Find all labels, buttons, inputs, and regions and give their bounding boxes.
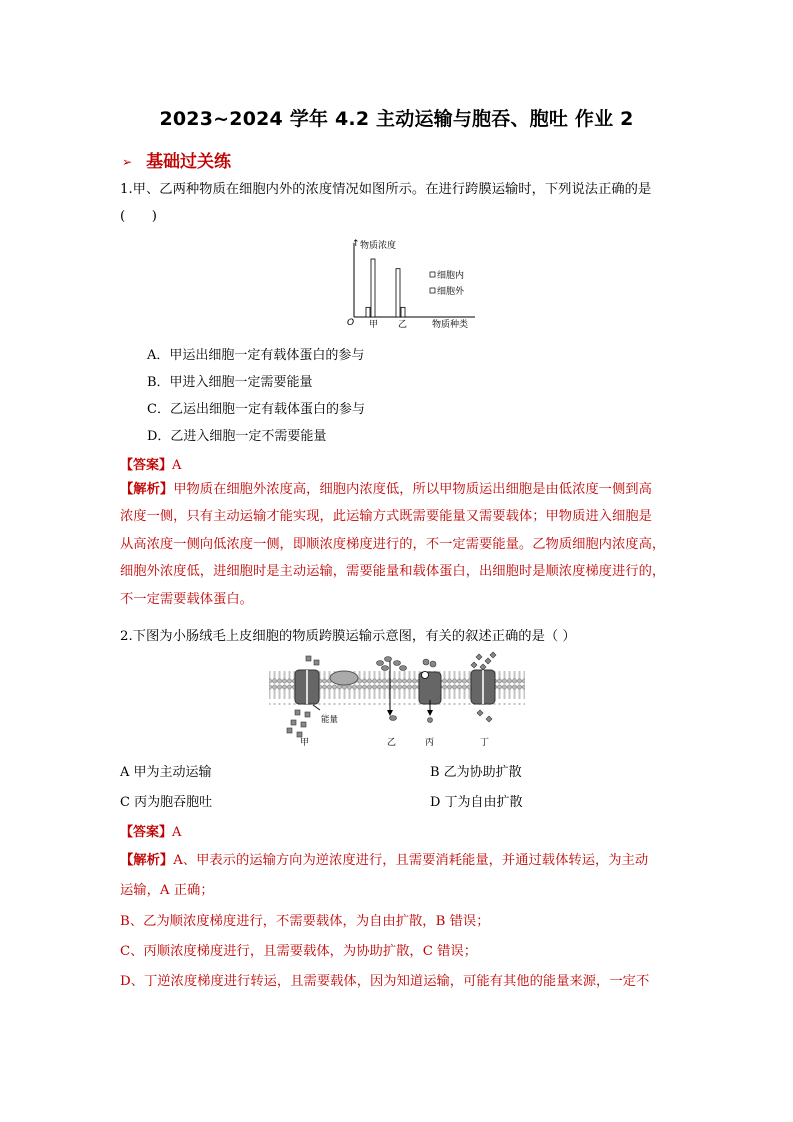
q2-analysis-line-5: D、丁逆浓度梯度进行转运，且需要载体，因为知道运输，可能有其他的能量来源，一定不 xyxy=(120,974,650,990)
legend-outside-label: 细胞外 xyxy=(437,287,465,297)
q2-answer xyxy=(120,821,181,840)
q1-answer xyxy=(120,454,181,473)
legend-inside-label: 细胞内 xyxy=(437,271,465,281)
q2-analysis xyxy=(120,846,676,997)
bar-0-1 xyxy=(371,259,375,317)
q1-option-b: B．甲进入细胞一定需要能量 xyxy=(147,375,313,390)
q2-option-a: A 甲为主动运输 xyxy=(120,765,212,780)
q1-analysis-tag: 【解析】 xyxy=(120,482,174,497)
q1-analysis-line-5: 不一定需要载体蛋白。 xyxy=(120,591,253,607)
section-heading xyxy=(122,147,231,172)
label-bing: 丙 xyxy=(425,738,435,748)
x-axis-label: 物质种类 xyxy=(432,320,469,330)
q2-stem: 2.下图为小肠绒毛上皮细胞的物质跨膜运输示意图，有关的叙述正确的是（ ） xyxy=(120,629,576,644)
q1-answer-value: A xyxy=(172,458,182,473)
q1-stem-line1: 1.甲、乙两种物质在细胞内外的浓度情况如图所示。在进行跨膜运输时，下列说法正确的是 xyxy=(120,182,652,197)
q1-option-c: C．乙运出细胞一定有载体蛋白的参与 xyxy=(147,402,365,417)
q2-answer-tag: 【答案】 xyxy=(120,825,173,840)
label-jia: 甲 xyxy=(300,738,310,748)
y-axis-label: 物质浓度 xyxy=(360,241,397,251)
q2-analysis-tag: 【解析】 xyxy=(120,853,174,868)
bar-1-0 xyxy=(396,269,400,317)
legend-outside-swatch xyxy=(430,288,435,293)
label-yi: 乙 xyxy=(387,738,397,748)
q2-option-b: B 乙为协助扩散 xyxy=(430,765,522,780)
q1-stem-line2: ( ) xyxy=(120,209,157,224)
bar-0-0 xyxy=(366,307,370,317)
page-title: 2023~2024 学年 4.2 主动运输与胞吞、胞吐 作业 2 xyxy=(159,108,634,130)
y-axis-arrow-icon: ↑ xyxy=(352,239,360,249)
x-tick-label-yi: 乙 xyxy=(398,320,408,330)
q2-analysis-line-4: C、丙顺浓度梯度进行，且需要载体，为协助扩散，C 错误； xyxy=(120,943,477,959)
q2-analysis-line-3: B、乙为顺浓度梯度进行，不需要载体，为自由扩散，B 错误； xyxy=(120,913,490,929)
x-tick-label-jia: 甲 xyxy=(369,320,379,330)
q1-option-a: A．甲运出细胞一定有载体蛋白的参与 xyxy=(147,348,365,363)
q2-membrane-diagram xyxy=(267,650,527,750)
q2-analysis-line-2: 运输，A 正确； xyxy=(120,883,214,899)
origin-label: O xyxy=(347,318,355,328)
q1-analysis-line-2: 浓度一侧，只有主动运输才能实现，此运输方式既需要能量又需要载体；甲物质进入细胞是 xyxy=(120,509,652,525)
energy-arrow xyxy=(313,705,320,710)
label-ding: 丁 xyxy=(480,738,490,748)
q1-analysis xyxy=(120,476,676,613)
q2-answer-value: A xyxy=(172,825,182,840)
q1-analysis-line-1: 【解析】甲物质在细胞外浓度高，细胞内浓度低，所以甲物质运出细胞是由低浓度一侧到高 xyxy=(120,482,652,497)
arrow-bullet-icon: ➢ xyxy=(122,155,133,169)
q1-concentration-chart xyxy=(340,235,480,330)
q2-option-c: C 丙为胞吞胞吐 xyxy=(120,795,213,810)
q1-answer-tag: 【答案】 xyxy=(120,458,173,473)
q1-option-d: D．乙进入细胞一定不需要能量 xyxy=(147,429,327,444)
legend-inside-swatch xyxy=(430,272,435,277)
energy-label: 能量 xyxy=(321,715,339,725)
q1-analysis-line-4: 细胞外浓度低，进细胞时是主动运输，需要能量和载体蛋白，出细胞时是顺浓度梯度进行的， xyxy=(120,564,666,580)
membrane-protein-oval xyxy=(330,671,358,685)
bar-1-1 xyxy=(401,307,405,317)
q2-option-d: D 丁为自由扩散 xyxy=(430,795,523,810)
q1-analysis-line-3: 从高浓度一侧向低浓度一侧，即顺浓度梯度进行的，不一定需要能量。乙物质细胞内浓度高， xyxy=(120,536,666,552)
section-label: 基础过关练 xyxy=(146,152,232,172)
q2-analysis-line-1: 【解析】A、甲表示的运输方向为逆浓度进行，且需要消耗能量，并通过载体转运，为主动 xyxy=(120,853,649,868)
